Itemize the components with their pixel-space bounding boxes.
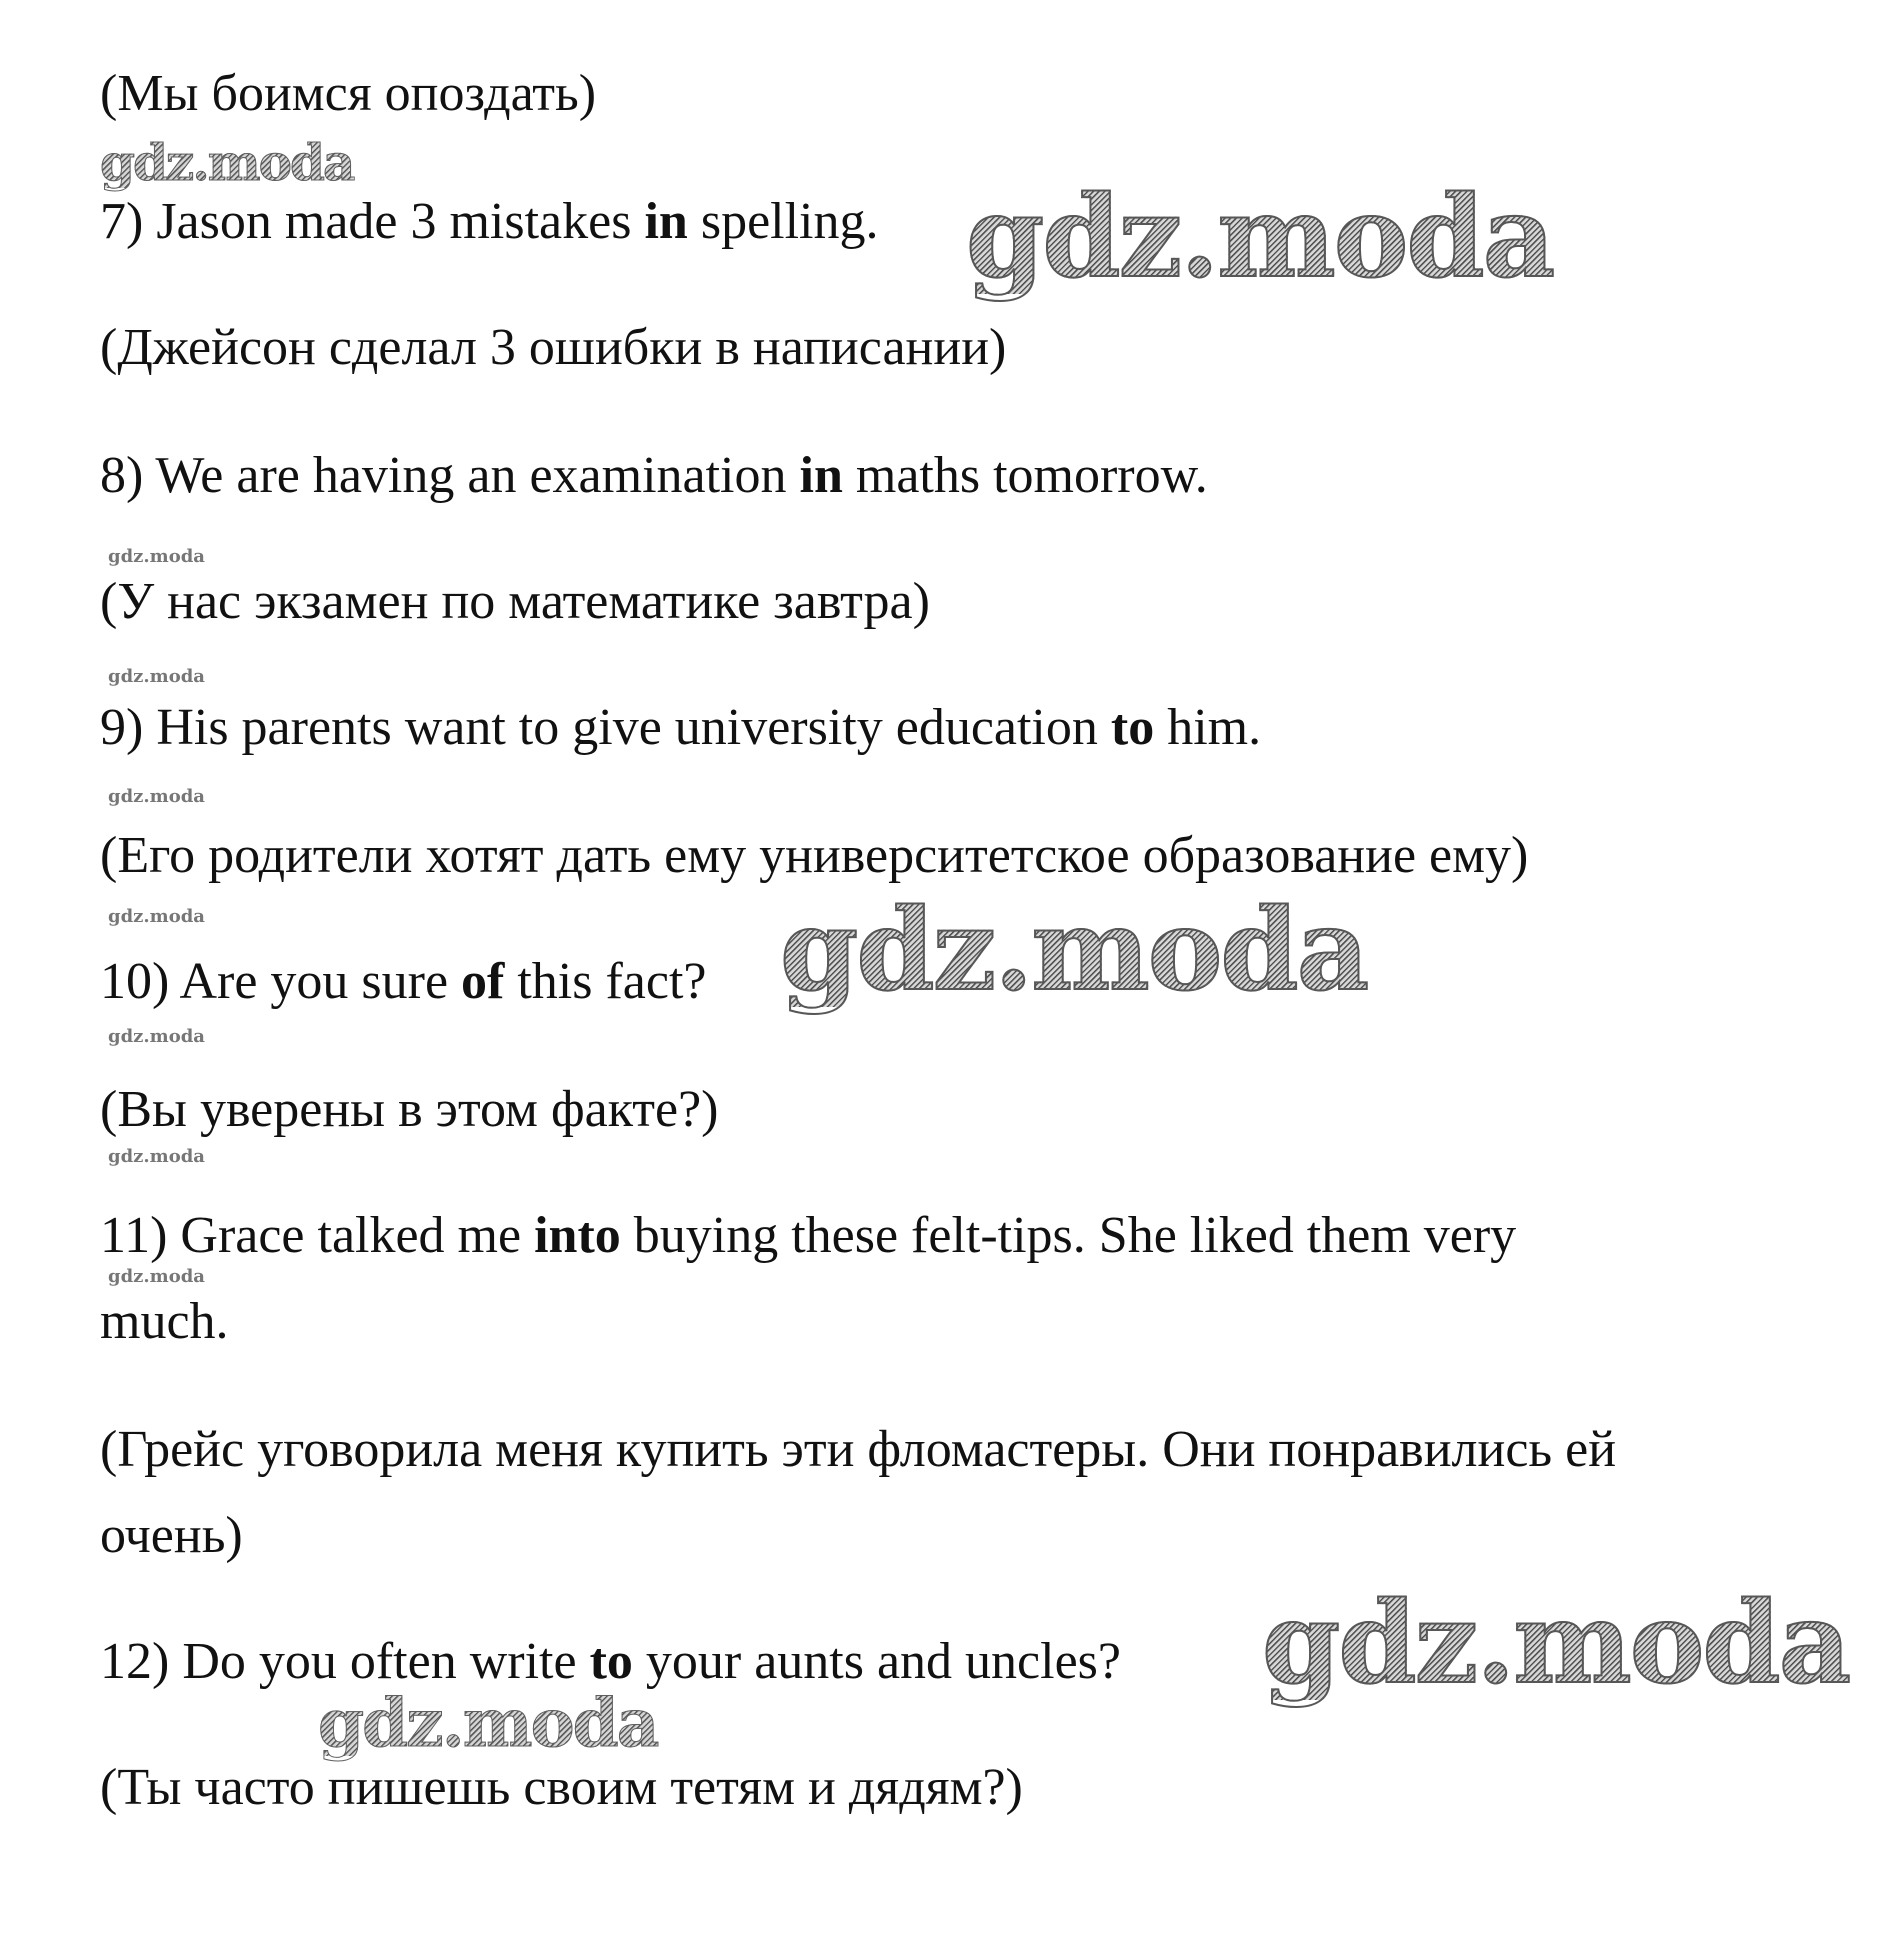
answer-word: to <box>589 1633 633 1690</box>
watermark: gdz.moda <box>108 1026 205 1047</box>
text-line: (Мы боимся опоздать) <box>100 65 597 122</box>
watermark: gdz.moda <box>108 1146 205 1167</box>
text-line: 7) Jason made 3 mistakes in spelling. <box>100 193 879 250</box>
watermark: gdz.moda <box>108 666 205 687</box>
text-line: (У нас экзамен по математике завтра) <box>100 573 930 630</box>
watermark: gdz.moda <box>318 1684 658 1762</box>
text-line: (Джейсон сделал 3 ошибки в написании) <box>100 319 1007 376</box>
watermark: gdz.moda <box>1262 1578 1850 1709</box>
text-line: (Вы уверены в этом факте?) <box>100 1081 719 1138</box>
watermark: gdz.moda <box>108 906 205 927</box>
answer-word: to <box>1110 699 1155 756</box>
watermark: gdz.moda <box>100 133 354 192</box>
answer-word: of <box>461 953 505 1010</box>
text-line: 8) We are having an examination in maths tomorrow. <box>100 447 1208 504</box>
text-line: 10) Are you sure of this fact? <box>100 953 707 1010</box>
text-line: (Ты часто пишешь своим тетям и дядям?) <box>100 1759 1023 1816</box>
watermark: gdz.moda <box>966 172 1554 303</box>
text-line: (Его родители хотят дать ему университетское образование ему) <box>100 827 1529 884</box>
text-line: much. <box>100 1293 229 1350</box>
answer-word: in <box>799 447 843 504</box>
text-line: 9) His parents want to give university education to him. <box>100 699 1262 756</box>
text-line: 11) Grace talked me into buying these felt-tips. She liked them very <box>100 1207 1517 1264</box>
text-line: 12) Do you often write to your aunts and uncles? <box>100 1633 1121 1690</box>
text-line: очень) <box>100 1507 243 1564</box>
watermark: gdz.moda <box>108 1266 205 1287</box>
answer-word: in <box>644 193 688 250</box>
text-line: (Грейс уговорила меня купить эти фломастеры. Они понравились ей <box>100 1421 1617 1478</box>
answer-word: into <box>534 1207 621 1264</box>
watermark: gdz.moda <box>780 885 1368 1016</box>
watermark: gdz.moda <box>108 546 205 567</box>
watermark: gdz.moda <box>108 786 205 807</box>
